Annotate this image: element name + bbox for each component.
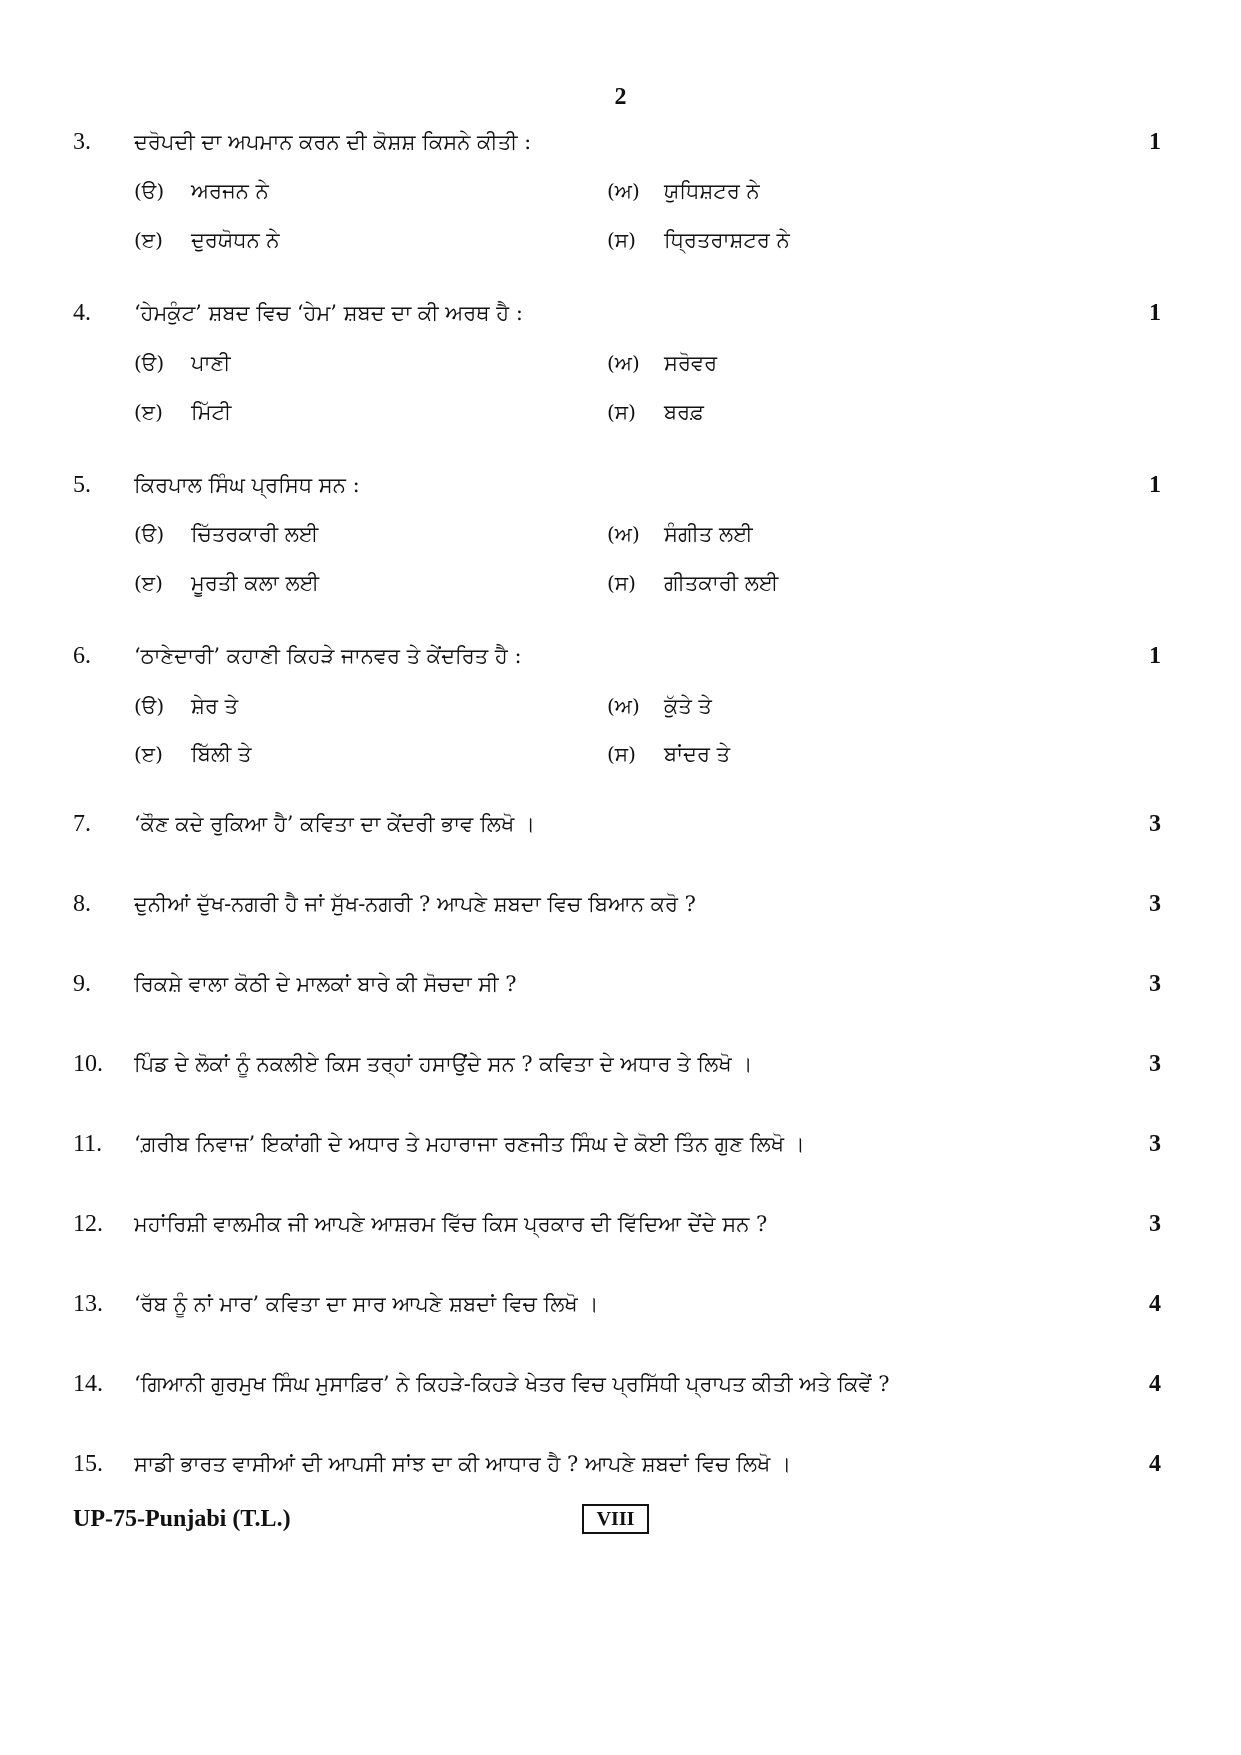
option-text: ਗੀਤਕਾਰੀ ਲਈ xyxy=(664,571,779,595)
question-text: ਪਿੰਡ ਦੇ ਲੋਕਾਂ ਨੂੰ ਨਕਲੀਏ ਕਿਸ ਤਰ੍ਹਾਂ ਹਸਾਉਂਦੇ ਸਨ ? ਕਵਿਤਾ ਦੇ ਅਧਾਰ ਤੇ ਲਿਖੋ । xyxy=(134,1052,753,1076)
question-14 xyxy=(0,1367,1241,1401)
question-marks: 3 xyxy=(1149,811,1161,837)
question-number: 12. xyxy=(73,1211,103,1237)
option-text: ਦੁਰਯੋਧਨ ਨੇ xyxy=(191,228,280,252)
option-label: (ੳ) xyxy=(134,351,165,375)
option-label: (ੳ) xyxy=(134,179,165,203)
question-number: 4. xyxy=(73,300,91,326)
option-text: ਯੁਧਿਸ਼ਟਰ ਨੇ xyxy=(664,179,760,203)
question-number: 14. xyxy=(73,1371,103,1397)
question-number: 13. xyxy=(73,1291,103,1317)
option-text: ਬਾਂਦਰ ਤੇ xyxy=(664,742,731,766)
option-text: ਧ੍ਰਿਤਰਾਸ਼ਟਰ ਨੇ xyxy=(664,228,790,252)
question-text: ਦੁਨੀਆਂ ਦੁੱਖ-ਨਗਰੀ ਹੈ ਜਾਂ ਸੁੱਖ-ਨਗਰੀ ? ਆਪਣੇ ਸ਼ਬਦਾ ਵਿਚ ਬਿਆਨ ਕਰੋ ? xyxy=(134,892,696,916)
option-label: (ਸ) xyxy=(607,228,636,252)
option-text: ਅਰਜਨ ਨੇ xyxy=(191,179,269,203)
question-text: ‘ਠਾਣੇਦਾਰੀ’ ਕਹਾਣੀ ਕਿਹੜੇ ਜਾਨਵਰ ਤੇ ਕੇਂਦਰਿਤ ਹੈ : xyxy=(134,644,522,668)
option-text: ਸਰੋਵਰ xyxy=(664,351,718,375)
question-text: ‘ਰੱਬ ਨੂੰ ਨਾਂ ਮਾਰ’ ਕਵਿਤਾ ਦਾ ਸਾਰ ਆਪਣੇ ਸ਼ਬਦਾਂ ਵਿਚ ਲਿਖੋ । xyxy=(134,1292,599,1316)
question-text: ਸਾਡੀ ਭਾਰਤ ਵਾਸੀਆਂ ਦੀ ਆਪਸੀ ਸਾਂਝ ਦਾ ਕੀ ਆਧਾਰ ਹੈ ? ਆਪਣੇ ਸ਼ਬਦਾਂ ਵਿਚ ਲਿਖੋ । xyxy=(134,1452,792,1476)
question-8 xyxy=(0,887,1241,921)
question-number: 15. xyxy=(73,1451,103,1477)
question-number: 6. xyxy=(73,643,91,669)
question-marks: 3 xyxy=(1149,891,1161,917)
set-code-box: VIII xyxy=(582,1504,649,1534)
question-number: 11. xyxy=(73,1131,103,1157)
option-text: ਚਿੱਤਰਕਾਰੀ ਲਈ xyxy=(191,522,319,546)
question-15 xyxy=(0,1447,1241,1481)
option-text: ਬਰਫ਼ xyxy=(664,400,704,424)
option-label: (ਅ) xyxy=(607,522,640,546)
option-label: (ੲ) xyxy=(134,571,163,595)
question-11 xyxy=(0,1127,1241,1161)
question-text: ਕਿਰਪਾਲ ਸਿੰਘ ਪ੍ਰਸਿਧ ਸਨ : xyxy=(134,473,360,497)
question-3 xyxy=(0,125,1241,159)
question-number: 7. xyxy=(73,811,91,837)
option-label: (ਅ) xyxy=(607,179,640,203)
question-marks: 4 xyxy=(1149,1291,1161,1317)
question-number: 9. xyxy=(73,971,91,997)
question-marks: 1 xyxy=(1149,472,1161,498)
question-text: ‘ਗ਼ਰੀਬ ਨਿਵਾਜ਼’ ਇਕਾਂਗੀ ਦੇ ਅਧਾਰ ਤੇ ਮਹਾਰਾਜਾ ਰਣਜੀਤ ਸਿੰਘ ਦੇ ਕੋਈ ਤਿੰਨ ਗੁਣ ਲਿਖੋ । xyxy=(134,1132,805,1156)
option-label: (ੲ) xyxy=(134,742,163,766)
option-text: ਸ਼ੇਰ ਤੇ xyxy=(191,694,239,718)
question-6 xyxy=(0,639,1241,673)
option-label: (ਸ) xyxy=(607,742,636,766)
question-text: ‘ਕੌਣ ਕਦੇ ਰੁਕਿਆ ਹੈ’ ਕਵਿਤਾ ਦਾ ਕੇਂਦਰੀ ਭਾਵ ਲਿਖੋ । xyxy=(134,812,536,836)
option-text: ਮੂਰਤੀ ਕਲਾ ਲਈ xyxy=(191,571,320,595)
question-10 xyxy=(0,1047,1241,1081)
question-number: 5. xyxy=(73,472,91,498)
question-text: ‘ਗਿਆਨੀ ਗੁਰਮੁਖ ਸਿੰਘ ਮੁਸਾਫ਼ਿਰ’ ਨੇ ਕਿਹੜੇ-ਕਿਹੜੇ ਖੇਤਰ ਵਿਚ ਪ੍ਰਸਿੱਧੀ ਪ੍ਰਾਪਤ ਕੀਤੀ ਅਤੇ ਕਿਵੇਂ ? xyxy=(134,1372,890,1396)
question-number: 3. xyxy=(73,129,91,155)
question-4 xyxy=(0,296,1241,330)
question-9 xyxy=(0,967,1241,1001)
question-marks: 3 xyxy=(1149,1211,1161,1237)
option-label: (ਅ) xyxy=(607,351,640,375)
question-marks: 3 xyxy=(1149,971,1161,997)
question-7 xyxy=(0,807,1241,841)
option-text: ਪਾਣੀ xyxy=(191,351,231,375)
question-marks: 3 xyxy=(1149,1131,1161,1157)
question-12 xyxy=(0,1207,1241,1241)
question-13 xyxy=(0,1287,1241,1321)
option-text: ਬਿੱਲੀ ਤੇ xyxy=(191,742,252,766)
option-text: ਮਿੱਟੀ xyxy=(191,400,232,424)
page-number: 2 xyxy=(614,84,627,110)
option-label: (ਸ) xyxy=(607,571,636,595)
option-label: (ੲ) xyxy=(134,228,163,252)
paper-code: UP-75-Punjabi (T.L.) xyxy=(73,1506,291,1532)
question-marks: 1 xyxy=(1149,643,1161,669)
question-number: 8. xyxy=(73,891,91,917)
question-5 xyxy=(0,468,1241,502)
question-marks: 1 xyxy=(1149,129,1161,155)
question-marks: 4 xyxy=(1149,1371,1161,1397)
question-text: ਦਰੋਪਦੀ ਦਾ ਅਪਮਾਨ ਕਰਨ ਦੀ ਕੋਸ਼ਸ਼ ਕਿਸਨੇ ਕੀਤੀ : xyxy=(134,130,532,154)
option-label: (ਅ) xyxy=(607,694,640,718)
option-label: (ੲ) xyxy=(134,400,163,424)
question-text: ਰਿਕਸ਼ੇ ਵਾਲਾ ਕੋਠੀ ਦੇ ਮਾਲਕਾਂ ਬਾਰੇ ਕੀ ਸੋਚਦਾ ਸੀ ? xyxy=(134,972,517,996)
question-marks: 3 xyxy=(1149,1051,1161,1077)
question-number: 10. xyxy=(73,1051,103,1077)
question-marks: 1 xyxy=(1149,300,1161,326)
option-text: ਕੁੱਤੇ ਤੇ xyxy=(664,694,712,718)
question-text: ‘ਹੇਮਕੁੰਟ’ ਸ਼ਬਦ ਵਿਚ ‘ਹੇਮ’ ਸ਼ਬਦ ਦਾ ਕੀ ਅਰਥ ਹੈ : xyxy=(134,301,523,325)
option-text: ਸੰਗੀਤ ਲਈ xyxy=(664,522,753,546)
option-label: (ੳ) xyxy=(134,694,165,718)
question-text: ਮਹਾਂਰਿਸ਼ੀ ਵਾਲਮੀਕ ਜੀ ਆਪਣੇ ਆਸ਼ਰਮ ਵਿੱਚ ਕਿਸ ਪ੍ਰਕਾਰ ਦੀ ਵਿੱਦਿਆ ਦੇਂਦੇ ਸਨ ? xyxy=(134,1212,768,1236)
question-marks: 4 xyxy=(1149,1451,1161,1477)
option-label: (ਸ) xyxy=(607,400,636,424)
option-label: (ੳ) xyxy=(134,522,165,546)
